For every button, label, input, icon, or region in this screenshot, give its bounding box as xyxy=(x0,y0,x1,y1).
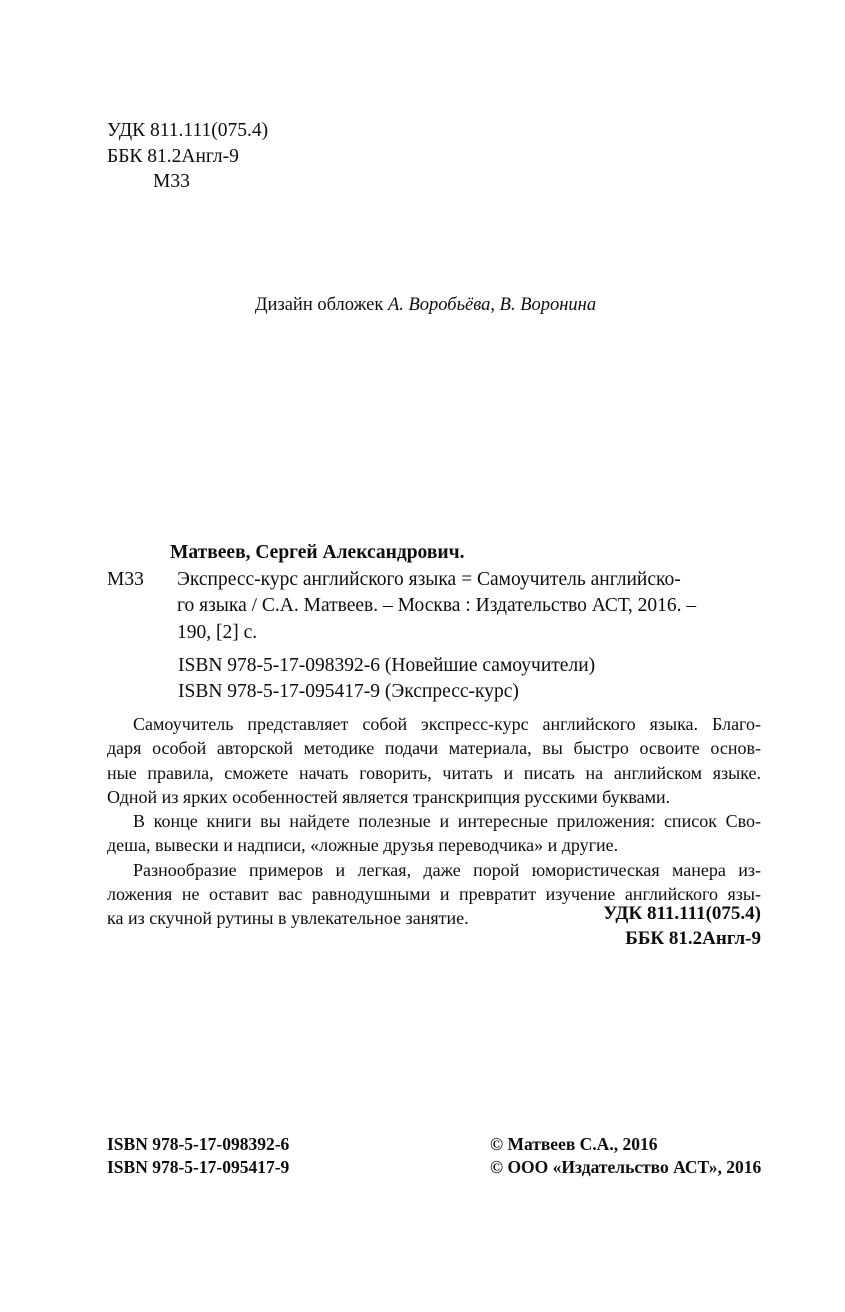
series-isbn-block xyxy=(178,653,595,705)
series-isbn-line-2: ISBN 978-5-17-095417-9 (Экспресс-курс) xyxy=(178,681,519,702)
annotation-p3-line-3: ка из скучной рутины в увлекательное занятие. xyxy=(107,908,469,929)
annotation-paragraph-1 xyxy=(107,712,761,809)
footer-isbn-second: ISBN 978-5-17-095417-9 xyxy=(107,1156,290,1177)
author-index-top: М33 xyxy=(153,171,190,192)
designer-credit-names: А. Воробьёва, В. Воронина xyxy=(387,295,597,315)
footer-row-1 xyxy=(107,1133,761,1156)
annotation-p2-line-2: деша, вывески и надписи, «ложные друзья переводчика» и другие. xyxy=(107,835,619,856)
designer-credit-inner xyxy=(255,293,596,317)
annotation-p1-line-3: ные правила, сможете начать говорить, читать и писать на английском языке. xyxy=(107,762,761,783)
footer-row-2 xyxy=(107,1156,761,1179)
cip-title-line-3: 190, [2] с. xyxy=(177,621,258,643)
cip-author-heading: Матвеев, Сергей Александрович. xyxy=(170,542,465,563)
classification-codes-repeat xyxy=(107,901,761,951)
annotation-p1-line-1: Самоучитель представляет собой экспресс-курс английского языка. Благо- xyxy=(133,714,761,734)
designer-credit-label: Дизайн обложек xyxy=(254,295,384,315)
bbk-code-top: ББК 81.2Англ-9 xyxy=(107,145,239,167)
page-footer xyxy=(107,1133,761,1178)
udk-code-repeat: УДК 811.111(075.4) xyxy=(603,903,761,924)
annotation-p1-line-2: даря особой авторской методике подачи материала, вы быстро освоите основ- xyxy=(107,738,761,759)
series-isbn-line-1: ISBN 978-5-17-098392-6 (Новейшие самоучители) xyxy=(178,655,596,676)
copyright-publisher: © ООО «Издательство АСТ», 2016 xyxy=(490,1156,762,1177)
annotation-p1-line-4: Одной из ярких особенностей является транскрипция русскими буквами. xyxy=(107,786,671,807)
annotation-p3-line-2: ложения не оставит вас равнодушными и превратит изучение английского язы- xyxy=(107,884,761,905)
cip-title-line-2: го языка / С.А. Матвеев. – Москва : Издательство АСТ, 2016. – xyxy=(177,595,697,616)
udk-code-top: УДК 811.111(075.4) xyxy=(107,120,269,141)
cip-index: М33 xyxy=(107,568,144,590)
designer-credit xyxy=(0,293,845,317)
copyright-author: © Матвеев С.А., 2016 xyxy=(490,1134,658,1154)
annotation-p2-line-1: В конце книги вы найдете полезные и интересные приложения: список Сво- xyxy=(133,811,761,832)
footer-isbn-first: ISBN 978-5-17-098392-6 xyxy=(107,1134,290,1154)
bbk-code-repeat: ББК 81.2Англ-9 xyxy=(625,928,761,949)
cip-bibliographic-record xyxy=(107,540,762,646)
annotation-paragraph-2 xyxy=(107,809,761,858)
annotation-p3-line-1: Разнообразие примеров и легкая, даже порой юмористическая манера из- xyxy=(133,859,761,880)
cip-record-body xyxy=(107,567,762,647)
cip-title-line-1: Экспресс-курс английского языка = Самоучитель английско- xyxy=(177,568,681,590)
classification-codes-top xyxy=(107,118,268,195)
annotation-text xyxy=(107,712,761,931)
